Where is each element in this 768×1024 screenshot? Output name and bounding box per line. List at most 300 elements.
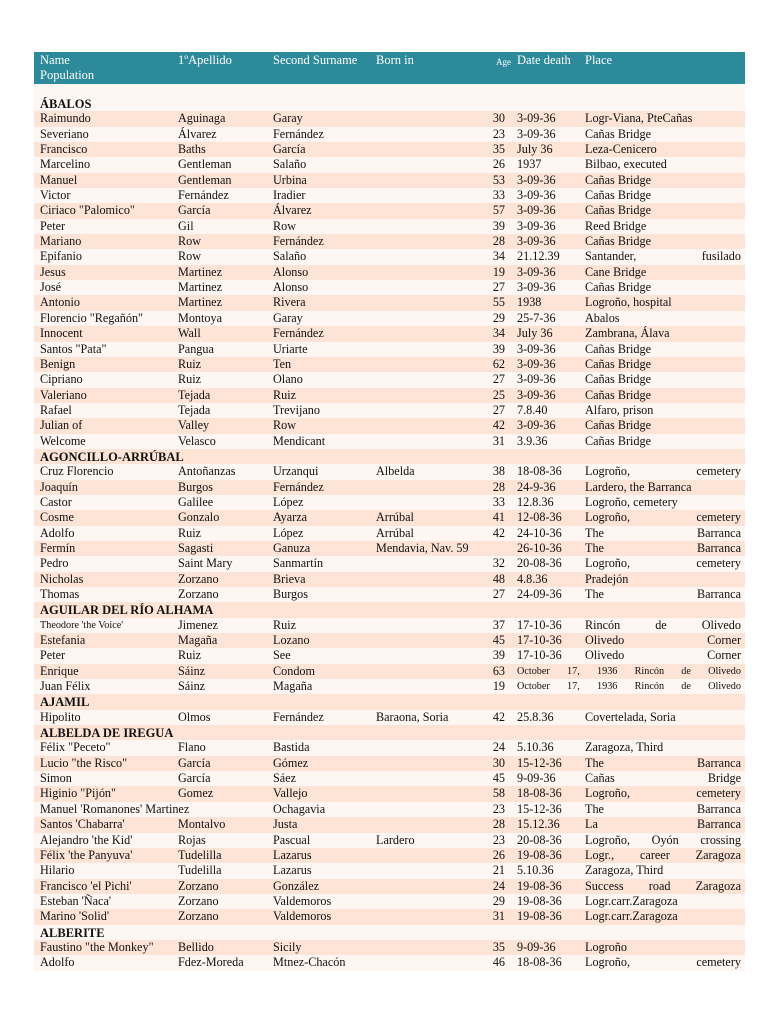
table-row — [34, 510, 745, 525]
cell-name: Welcome — [40, 433, 86, 448]
table-row — [34, 879, 745, 894]
table-row — [34, 786, 745, 801]
cell-name: Adolfo — [40, 955, 75, 970]
cell-death: 7.8.40 — [517, 402, 548, 417]
cell-surname2: Justa — [273, 817, 298, 832]
cell-age: 57 — [492, 203, 505, 218]
cell-name: Estefania — [40, 633, 86, 648]
cell-name: Rafael — [40, 402, 72, 417]
cell-name: Innocent — [40, 326, 83, 341]
cell-surname2: Burgos — [273, 587, 308, 601]
cell-death: 1937 — [517, 157, 542, 172]
cell-surname1: Montoya — [178, 310, 223, 325]
cell-age: 45 — [492, 633, 505, 648]
cell-name: Victor — [40, 188, 71, 203]
cell-name: Santos 'Chabarra' — [40, 817, 125, 832]
cell-name: Hilario — [40, 863, 75, 878]
cell-born — [370, 633, 474, 648]
cell-age: 23 — [492, 801, 505, 816]
cell-death: 17-10-36 — [517, 648, 562, 663]
table-row — [34, 495, 745, 510]
cell-death-place: October 17, 1936 Rincón de Olivedo — [517, 665, 741, 677]
cell-death: 18-08-36 — [517, 786, 562, 801]
cell-born — [370, 664, 474, 679]
cell-surname1: Rojas — [178, 832, 206, 847]
table-row — [34, 173, 745, 188]
cell-age: 30 — [492, 111, 505, 126]
cell-surname1: Row — [178, 249, 202, 264]
cell-place: Logroño, cemetery — [585, 464, 741, 479]
cell-surname1: Ruiz — [178, 356, 202, 371]
cell-place: Santander, fusilado — [585, 249, 741, 264]
cell-age: 19 — [492, 679, 505, 694]
cell-surname2: Ruiz — [273, 617, 297, 632]
cell-place: Logroño, cemetery — [585, 510, 741, 525]
cell-surname1: Olmos — [178, 709, 211, 724]
table-body — [34, 96, 745, 971]
cell-name: Valeriano — [40, 387, 87, 402]
cell-death: 9-09-36 — [517, 771, 556, 786]
cell-age: 53 — [492, 172, 505, 187]
cell-age: 29 — [492, 893, 505, 908]
cell-surname2: Alonso — [273, 280, 309, 295]
cell-born: Arrúbal — [376, 510, 414, 525]
cell-born — [370, 127, 474, 142]
cell-surname1: Burgos — [178, 479, 213, 494]
cell-name: Fermín — [40, 540, 76, 555]
cell-born — [370, 879, 474, 894]
cell-place: Abalos — [585, 310, 620, 325]
cell-age: 27 — [492, 402, 505, 417]
header-population: Population — [40, 68, 95, 82]
cell-surname2: Sáez — [273, 771, 297, 786]
cell-surname1: Martinez — [178, 264, 222, 279]
cell-name: Benign — [40, 356, 76, 371]
cell-surname2: Vallejo — [273, 786, 308, 801]
cell-surname2: Valdemoros — [273, 893, 332, 908]
table-row — [34, 955, 745, 970]
cell-death: 20-08-36 — [517, 556, 562, 571]
cell-age: 28 — [492, 234, 505, 249]
cell-born — [370, 648, 474, 663]
table-row — [34, 894, 745, 909]
cell-surname1: Gil — [178, 218, 194, 233]
cell-name: Manuel — [40, 172, 78, 187]
table-row — [34, 618, 745, 633]
cell-born — [370, 771, 474, 786]
cell-name: Simon — [40, 771, 72, 786]
cell-born — [370, 418, 474, 433]
cell-age: 21 — [492, 863, 505, 878]
cell-age: 26 — [492, 157, 505, 172]
table-row — [34, 403, 745, 418]
cell-born — [370, 249, 474, 264]
table-row — [34, 219, 745, 234]
cell-surname1: Velasco — [178, 433, 216, 448]
cell-age: 42 — [492, 525, 505, 540]
cell-surname2: Row — [273, 218, 297, 233]
cell-surname1: Gonzalo — [178, 510, 220, 525]
cell-place: Cañas Bridge — [585, 418, 652, 433]
cell-surname2: Ayarza — [273, 510, 308, 525]
table-row — [34, 710, 745, 725]
table-row — [34, 526, 745, 541]
cell-surname1: Bellido — [178, 939, 214, 954]
cell-born — [370, 556, 474, 571]
cell-death: 3-09-36 — [517, 356, 556, 371]
cell-surname1: Fernández — [178, 188, 229, 203]
table-row — [34, 111, 745, 126]
cell-surname1: Ruiz — [178, 648, 202, 663]
table-row — [34, 434, 745, 449]
header-place: Place — [585, 53, 613, 67]
cell-place: Cañas Bridge — [585, 172, 652, 187]
cell-surname2: Gómez — [273, 755, 309, 770]
table-row — [34, 280, 745, 295]
cell-place: Logroño, cemetery — [585, 955, 741, 970]
cell-age: 41 — [492, 510, 505, 525]
cell-surname2: Pascual — [273, 832, 311, 847]
table-row — [34, 648, 745, 663]
cell-place: Cañas Bridge — [585, 341, 652, 356]
cell-name: Francisco — [40, 142, 88, 157]
cell-surname2: López — [273, 525, 304, 540]
cell-age: 33 — [492, 494, 505, 509]
cell-death: 3-09-36 — [517, 218, 556, 233]
table-row — [34, 326, 745, 341]
cell-surname2: Rivera — [273, 295, 306, 310]
cell-surname2: Ten — [273, 356, 292, 371]
cell-surname1: García — [178, 771, 211, 786]
cell-name: Mariano — [40, 234, 82, 249]
cell-surname2: Lozano — [273, 633, 310, 648]
cell-name: Félix "Peceto" — [40, 740, 111, 755]
cell-born — [370, 142, 474, 157]
cell-born — [370, 403, 474, 418]
cell-born: Arrúbal — [376, 525, 414, 540]
cell-name: Severiano — [40, 126, 89, 141]
cell-born — [370, 188, 474, 203]
cell-place: Alfaro, prison — [585, 402, 654, 417]
table-row — [34, 127, 745, 142]
cell-surname1: Valley — [178, 418, 210, 433]
cell-name: Castor — [40, 494, 72, 509]
cell-surname1: Sáinz — [178, 663, 206, 678]
cell-born — [370, 786, 474, 801]
cell-name: Epifanio — [40, 249, 82, 264]
cell-death: 25-7-36 — [517, 310, 556, 325]
cell-name: Cosme — [40, 510, 74, 525]
table-row — [34, 541, 745, 556]
cell-place: Cañas Bridge — [585, 771, 741, 786]
victims-table — [34, 52, 745, 971]
cell-surname2: Salaño — [273, 157, 307, 172]
cell-age: 63 — [492, 663, 505, 678]
cell-age: 25 — [492, 387, 505, 402]
cell-place: Cañas Bridge — [585, 280, 652, 295]
cell-death: 18-08-36 — [517, 464, 562, 479]
cell-surname2: Bastida — [273, 740, 310, 755]
cell-age: 27 — [492, 372, 505, 387]
cell-surname1: Pangua — [178, 341, 214, 356]
cell-age: 23 — [492, 126, 505, 141]
cell-death: 12-08-36 — [517, 510, 562, 525]
cell-surname2: See — [273, 648, 291, 663]
cell-age: 34 — [492, 326, 505, 341]
cell-name: Jesus — [40, 264, 66, 279]
cell-age: 24 — [492, 878, 505, 893]
cell-death: 5.10.36 — [517, 740, 554, 755]
cell-surname2: Garay — [273, 310, 303, 325]
cell-place: Cañas Bridge — [585, 372, 652, 387]
cell-surname1: Ruiz — [178, 525, 202, 540]
cell-surname1: Álvarez — [178, 126, 217, 141]
cell-born — [370, 265, 474, 280]
header-born: Born in — [376, 53, 414, 67]
cell-surname2: Alonso — [273, 264, 309, 279]
cell-surname2: Urbina — [273, 172, 307, 187]
cell-death: 3-09-36 — [517, 372, 556, 387]
cell-surname2: Iradier — [273, 188, 306, 203]
table-row — [34, 572, 745, 587]
cell-age: 38 — [492, 464, 505, 479]
cell-surname1 — [172, 802, 267, 817]
cell-age: 29 — [492, 310, 505, 325]
cell-surname1: Zorzano — [178, 878, 219, 893]
cell-surname2: Condom — [273, 663, 315, 678]
cell-place: Logr.carr.Zaragoza — [585, 909, 678, 924]
cell-name: Francisco 'el Pichi' — [40, 878, 132, 893]
cell-age: 23 — [492, 832, 505, 847]
cell-surname2: Magaña — [273, 679, 313, 694]
table-row — [34, 587, 745, 602]
cell-name: Lucio "the Risco" — [40, 755, 128, 770]
cell-surname2: Lazarus — [273, 863, 312, 878]
cell-surname1: Row — [178, 234, 202, 249]
cell-surname2: Garay — [273, 111, 303, 126]
cell-place: Cañas Bridge — [585, 188, 652, 203]
header-gap — [34, 84, 745, 96]
table-row — [34, 556, 745, 571]
section-title: ALBERITE — [34, 925, 745, 940]
cell-name: Cipriano — [40, 372, 83, 387]
cell-place: Olivedo Corner — [585, 633, 741, 648]
cell-place: Cañas Bridge — [585, 126, 652, 141]
table-row — [34, 142, 745, 157]
cell-surname2: Ochagavia — [273, 801, 326, 816]
cell-age: 62 — [492, 356, 505, 371]
cell-born — [370, 280, 474, 295]
cell-death: 24-9-36 — [517, 479, 556, 494]
table-row — [34, 863, 745, 878]
cell-name: Alejandro 'the Kid' — [40, 832, 133, 847]
cell-age: 46 — [492, 955, 505, 970]
cell-death: 15.12.36 — [517, 817, 560, 832]
cell-born: Mendavia, Nav. 59 — [376, 540, 469, 555]
table-row — [34, 664, 745, 679]
cell-place: Olivedo Corner — [585, 648, 741, 663]
cell-born: Baraona, Soria — [376, 709, 449, 724]
cell-born — [370, 219, 474, 234]
cell-death: 19-08-36 — [517, 878, 562, 893]
cell-surname2: Fernández — [273, 326, 324, 341]
cell-surname1: Zorzano — [178, 571, 219, 586]
cell-place: Cañas Bridge — [585, 203, 652, 218]
cell-name: Pedro — [40, 556, 69, 571]
section-title: ÁBALOS — [34, 96, 745, 111]
cell-age: 48 — [492, 571, 505, 586]
table-row — [34, 817, 745, 832]
cell-place: The Barranca — [585, 587, 741, 601]
cell-surname2: Fernández — [273, 126, 324, 141]
cell-surname1: Martinez — [178, 295, 222, 310]
cell-name: Raimundo — [40, 111, 91, 126]
cell-born — [370, 817, 474, 832]
cell-surname2: Ganuza — [273, 540, 311, 555]
cell-death: 24-09-36 — [517, 587, 562, 601]
cell-place: The Barranca — [585, 540, 741, 555]
cell-age: 19 — [492, 264, 505, 279]
cell-surname1: Antoñanzas — [178, 464, 236, 479]
cell-name: Hipolito — [40, 709, 81, 724]
cell-surname2: Olano — [273, 372, 303, 387]
table-row — [34, 311, 745, 326]
cell-place: Reed Bridge — [585, 218, 647, 233]
section-title: AGUILAR DEL RÍO ALHAMA — [34, 602, 745, 617]
cell-born — [370, 326, 474, 341]
cell-place: La Barranca — [585, 817, 741, 832]
cell-place: Pradejón — [585, 571, 629, 586]
cell-surname2: Salaño — [273, 249, 307, 264]
cell-born — [370, 311, 474, 326]
cell-born — [370, 173, 474, 188]
cell-name: Peter — [40, 218, 66, 233]
cell-death: 4.8.36 — [517, 571, 548, 586]
cell-place: Logroño, cemetery — [585, 494, 678, 509]
cell-name: Marcelino — [40, 157, 91, 172]
cell-name: Esteban 'Ñaca' — [40, 893, 112, 908]
header-name: Name — [40, 53, 70, 67]
cell-name: Theodore 'the Voice' — [40, 619, 124, 631]
cell-age: 42 — [492, 418, 505, 433]
cell-death: July 36 — [517, 142, 553, 157]
cell-name: Enrique — [40, 663, 79, 678]
section-title: AJAMIL — [34, 694, 745, 709]
cell-surname1: Gentleman — [178, 157, 232, 172]
cell-place: Logroño — [585, 939, 627, 954]
cell-place: Covertelada, Soria — [585, 709, 676, 724]
table-row — [34, 940, 745, 955]
cell-born — [370, 909, 474, 924]
cell-death: 3-09-36 — [517, 418, 556, 433]
cell-death: 3-09-36 — [517, 111, 556, 126]
cell-death: 24-10-36 — [517, 525, 562, 540]
cell-name: Manuel 'Romanones' Martinez — [40, 801, 190, 816]
cell-age: 31 — [492, 909, 505, 924]
cell-age: 45 — [492, 771, 505, 786]
cell-surname2: Sanmartín — [273, 556, 324, 571]
cell-death: 3-09-36 — [517, 126, 556, 141]
cell-name: Antonio — [40, 295, 80, 310]
cell-name: Santos "Pata" — [40, 341, 107, 356]
cell-born — [370, 157, 474, 172]
table-row — [34, 188, 745, 203]
cell-born — [370, 863, 474, 878]
cell-age: 31 — [492, 433, 505, 448]
cell-surname1: Gentleman — [178, 172, 232, 187]
cell-surname1: Gomez — [178, 786, 214, 801]
cell-born — [370, 295, 474, 310]
cell-surname2: Álvarez — [273, 203, 312, 218]
cell-surname1: Martinez — [178, 280, 222, 295]
cell-surname2: Sicily — [273, 939, 302, 954]
cell-death: 19-08-36 — [517, 893, 562, 908]
cell-name: Thomas — [40, 587, 80, 601]
cell-age: 26 — [492, 847, 505, 862]
cell-name: Peter — [40, 648, 66, 663]
cell-born — [370, 802, 474, 817]
cell-born — [370, 111, 474, 126]
cell-death: 3.9.36 — [517, 433, 548, 448]
cell-place: Logr-Viana, PteCañas — [585, 111, 693, 126]
cell-born — [370, 940, 474, 955]
cell-name: Adolfo — [40, 525, 75, 540]
cell-surname2: Fernández — [273, 234, 324, 249]
cell-surname1: Ruiz — [178, 372, 202, 387]
cell-place: Lardero, the Barranca — [585, 479, 692, 494]
table-row — [34, 833, 745, 848]
cell-death-place: October 17, 1936 Rincón de Olivedo — [517, 681, 741, 693]
table-row — [34, 633, 745, 648]
cell-death: 18-08-36 — [517, 955, 562, 970]
cell-name: José — [40, 280, 61, 295]
cell-death: 3-09-36 — [517, 234, 556, 249]
table-row — [34, 372, 745, 387]
cell-born — [370, 357, 474, 372]
cell-death: 25.8.36 — [517, 709, 554, 724]
cell-age — [474, 541, 511, 556]
cell-born — [370, 894, 474, 909]
cell-surname2: González — [273, 878, 320, 893]
table-row — [34, 203, 745, 218]
cell-age: 28 — [492, 817, 505, 832]
cell-born — [370, 234, 474, 249]
cell-surname2: García — [273, 142, 306, 157]
cell-age: 37 — [492, 617, 505, 632]
cell-surname1: Fdez-Moreda — [178, 955, 244, 970]
cell-surname1: García — [178, 755, 211, 770]
cell-death: July 36 — [517, 326, 553, 341]
cell-age: 33 — [492, 188, 505, 203]
cell-surname2: Valdemoros — [273, 909, 332, 924]
table-row — [34, 295, 745, 310]
cell-death: 20-08-36 — [517, 832, 562, 847]
cell-surname2: Brieva — [273, 571, 306, 586]
cell-name: Joaquín — [40, 479, 78, 494]
table-row — [34, 679, 745, 694]
cell-surname2: Row — [273, 418, 297, 433]
cell-age: 35 — [492, 142, 505, 157]
cell-born — [370, 572, 474, 587]
cell-surname2: Trevijano — [273, 402, 320, 417]
cell-place: Logroño, Oyón crossing — [585, 832, 741, 847]
cell-place: Success road Zaragoza — [585, 878, 741, 893]
section-title: ALBELDA DE IREGUA — [34, 725, 745, 740]
cell-surname1: Tejada — [178, 387, 211, 402]
cell-born: Albelda — [376, 464, 415, 479]
cell-surname2: López — [273, 494, 304, 509]
cell-name: Cruz Florencio — [40, 464, 114, 479]
